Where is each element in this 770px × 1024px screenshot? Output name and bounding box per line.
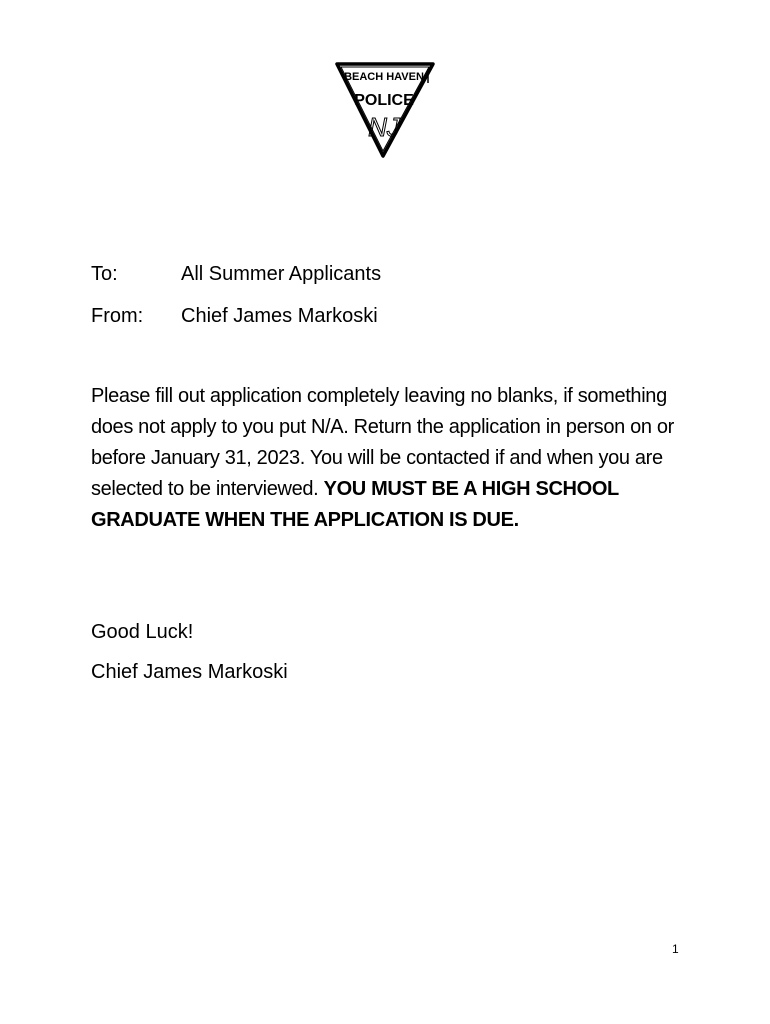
logo-line-3: NJ: [368, 112, 400, 142]
to-value: All Summer Applicants: [181, 263, 382, 285]
instructions-paragraph: [91, 381, 691, 536]
from-value: Chief James Markoski: [181, 305, 378, 327]
graduation-requirement: YOU MUST BE A HIGH SCHOOL GRADUATE WHEN THE APPLICATION IS DUE.: [91, 478, 619, 531]
from-label: From:: [91, 305, 144, 327]
instructions-text: Please fill out application completely leaving no blanks, if something does not apply to you put N/A. Return the application in person on or before January 31, 2023. You will be contacted if and when you are selected to be interviewed.: [91, 385, 674, 500]
beach-haven-police-logo: [333, 61, 437, 161]
good-luck-line: Good Luck!: [91, 621, 194, 643]
to-label: To:: [91, 263, 118, 285]
logo-line-2: POLICE: [354, 92, 414, 109]
signature: Chief James Markoski: [91, 661, 288, 683]
page-number: 1: [672, 942, 679, 956]
logo-line-1: BEACH HAVEN: [344, 71, 424, 83]
